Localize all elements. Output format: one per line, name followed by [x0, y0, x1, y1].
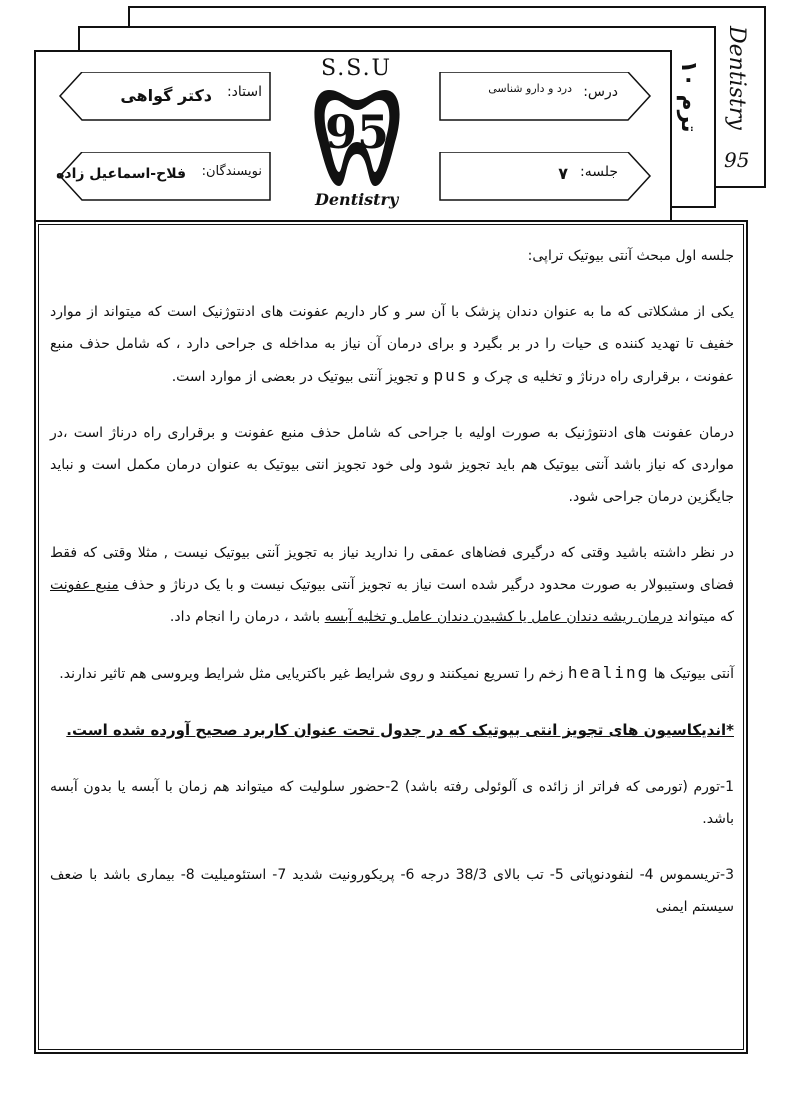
indications-heading [50, 714, 734, 747]
p3-underlined-source: منبع عفونت [50, 577, 119, 593]
p4-text-a: آنتی بیوتیک ها [653, 666, 734, 682]
indications-list-2 [50, 859, 734, 923]
paragraph-4 [50, 657, 734, 690]
p1-text-a: یکی از مشکلاتی که ما به عنوان دندان پزشک با آن سر و کار داریم عفونت های ادنتوژنیک است که میتواند از موارد خفیف تا تهدید کننده ی حیات را در بر بگیرد و برای درمان آن نیاز به مداخله ی جراحی دارد ، که شامل حذف منبع عفونت ، برقراری راه درناژ و تخلیه ی چرک و [50, 304, 734, 385]
course-value: درد و دارو شناسی [488, 82, 572, 95]
intro-line [50, 240, 734, 272]
session-tag [438, 152, 652, 202]
paragraph-3 [50, 537, 734, 633]
term-vertical-text: ترم ۱۰ [676, 60, 701, 133]
brand-strip [718, 20, 758, 170]
session-label: جلسه: [579, 164, 618, 180]
list1-text: 1-تورم (تورمی که فراتر از زائده ی آلوئولی رفته باشد) 2-حضور سلولیت که میتواند هم زمان با آبسه یا بدون آبسه باشد. [50, 779, 734, 827]
indications-list-1 [50, 771, 734, 835]
authors-tag [58, 152, 272, 202]
p3-text-b: که میتواند [677, 609, 734, 625]
authors-label: نویسندگان: [201, 164, 262, 179]
p4-text-b: زخم را تسریع نمیکنند و روی شرایط غیر باکتریایی مثل شرایط ویروسی هم تاثیر ندارند. [59, 666, 564, 682]
paragraph-1 [50, 296, 734, 393]
content-frame [34, 220, 748, 1054]
session-value: ۷ [558, 164, 568, 183]
tooth-logo-icon [309, 82, 405, 192]
indications-heading-text: *اندیکاسیون های تجویز انتی بیوتیک که در جدول تحت عنوان کاربرد صحیح آورده شده است. [66, 721, 734, 739]
p2-text: درمان عفونت های ادنتوژنیک به صورت اولیه با جراحی که شامل حذف منبع عفونت و برقراری راه درناژ است ،در مواردی که نیاز باشد آنتی بیوتیک هم باید تجویز شود ولی خود تجویز انتی بیوتیک به عنوان درمان مکمل است و نباید جایگزین درمان جراحی شود. [50, 425, 734, 505]
authors-value: فلاح-اسماعیل زاده [56, 166, 186, 182]
intro-text: جلسه اول مبحث آنتی بیوتیک تراپی: [527, 248, 734, 264]
p3-underlined-treatment: درمان ریشه دندان عامل یا کشیدن دندان عامل و تخلیه آبسه [324, 609, 673, 625]
p1-text-b: و تجویز آنتی بیوتیک در بعضی از موارد است. [171, 369, 430, 385]
list2-text: 3-تریسموس 4- لنفودنوپاتی 5- تب بالای 38/3 درجه 6- پریکورونیت شدید 7- استئومیلیت 8- بیماری باشد با ضعف سیستم ایمنی [50, 867, 734, 915]
p3-text-c: باشد ، درمان را انجام داد. [169, 609, 321, 625]
brand-vertical-text: Dentistry [724, 26, 749, 130]
term-pus: pus [433, 366, 469, 385]
term-strip [676, 60, 710, 180]
course-tag [438, 72, 652, 122]
paragraph-2 [50, 417, 734, 513]
logo-bottom-text: Dentistry [315, 190, 399, 209]
teacher-tag [58, 72, 272, 122]
teacher-value: دکتر گواهی [120, 86, 212, 105]
teacher-label: استاد: [226, 84, 262, 100]
ssu-logo [305, 56, 405, 216]
logo-number: 95 [324, 105, 390, 159]
course-label: درس: [583, 84, 618, 100]
brand-year: 95 [724, 148, 750, 172]
p3-text-a: در نظر داشته باشید وقتی که درگیری فضاهای عمقی را ندارید نیاز به تجویز آنتی بیوتیک نیست , مثلا وقتی که فقط فضای وستیبولار به صورت محدود درگیر شده است نیاز به تجویز آنتی بیوتیک نیست و با یک درناژ و حذف [50, 545, 734, 593]
term-healing: healing [567, 663, 650, 682]
logo-top-text: S.S.U [321, 56, 393, 81]
content-body [50, 240, 734, 947]
